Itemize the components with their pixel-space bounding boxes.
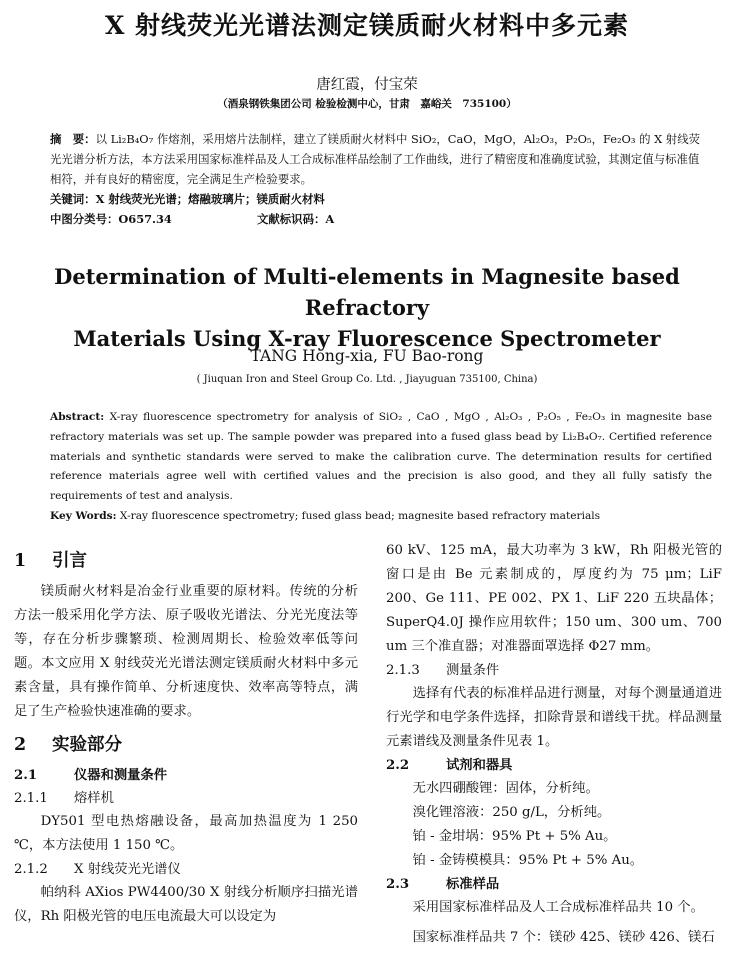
english-title-line2: Materials Using X-ray Fluorescence Spectrometer — [73, 326, 661, 351]
reagent-item: 溴化锂溶液：250 g/L，分析纯。 — [412, 805, 611, 820]
section-1-text: 镁质耐火材料是冶金行业重要的原材料。传统的分析方法一般采用化学方法、原子吸收光谱法、分光光度法等等，存在分析步骤繁琐、检测周期长、检验效率低等问题。本文应用 X 射线荧光光谱法测定镁质耐火材料中多元素含量，具有操作简单、分析速度快、效率高等特点，满足了生产检验快速准确的要求。 — [14, 584, 358, 719]
chinese-abstract-label: 摘 要： — [50, 132, 96, 146]
section-2-1-3-heading — [386, 659, 722, 682]
english-abstract-block — [50, 408, 712, 527]
continued-text: 60 kV、125 mA，最大功率为 3 kW，Rh 阳极光管的窗口是由 Be 元素制成的，厚度约为 75 μm；LiF 200、Ge 111、PE 002、PX 1、LiF 220 五块晶体；SuperQ4.0J 操作应用软件；150 um、300 um、700 um 三个准直器；对准器面罩选择 Φ27 mm。 — [386, 543, 722, 654]
section-number: 2 — [14, 735, 27, 755]
section-1-heading — [14, 546, 358, 576]
chinese-title: X 射线荧光光谱法测定镁质耐火材料中多元素 — [104, 11, 630, 40]
section-number: 2.1.2 — [14, 862, 48, 877]
document-code: 文献标识码：A — [257, 212, 335, 226]
reagent-item: 无水四硼酸锂：固体，分析纯。 — [412, 781, 599, 796]
section-number: 2.3 — [386, 877, 410, 892]
reagent-item: 铂 - 金坩埚：95% Pt + 5% Au。 — [412, 829, 617, 844]
classification-row — [50, 209, 710, 229]
english-abstract-text: X-ray fluorescence spectrometry for analysis of SiO₂ , CaO , MgO , Al₂O₃ , P₂O₅ , Fe₂O₃ in magnesite base refractory materials was set up. The sample powder was prepared into a fused glass bead by Li₂B₄O₇. Certified reference materials and synthetic standards were served to make the calibration curve. The determination results for certified reference materials agree well with certified values and the precision is also good, and they all fully satisfy the requirements of test and analysis. — [50, 411, 712, 503]
section-2-3-heading — [386, 873, 722, 896]
section-2-2-heading — [386, 754, 722, 777]
section-number: 2.2 — [386, 758, 410, 773]
chinese-authors: 唐红霞，付宝荣 — [316, 77, 418, 93]
section-number: 2.1.3 — [386, 663, 420, 678]
english-abstract — [50, 408, 712, 507]
reagent-item: 铂 - 金铸模模具：95% Pt + 5% Au。 — [412, 853, 644, 868]
chinese-affiliation: （酒泉钢铁集团公司 检验检测中心，甘肃 嘉峪关 735100） — [217, 98, 517, 110]
chinese-abstract-block — [50, 129, 710, 229]
english-affiliation: ( Jiuquan Iron and Steel Group Co. Ltd. , Jiayuguan 735100, China) — [196, 374, 538, 385]
section-title: 熔样机 — [74, 791, 114, 806]
section-number: 1 — [14, 551, 27, 571]
left-column — [14, 540, 358, 929]
english-abstract-label: Abstract: — [50, 411, 105, 423]
chinese-keywords: 关键词：X 射线荧光光谱；熔融玻璃片；镁质耐火材料 — [50, 192, 325, 206]
section-title: 标准样品 — [446, 877, 500, 892]
section-2-3-text: 国家标准样品共 7 个：镁砂 425、镁砂 426、镁石 — [412, 930, 715, 945]
section-2-1-2-text: 帕纳科 AXios PW4400/30 X 射线分析顺序扫描光谱仪，Rh 阳极光管的电压电流最大可以设定为 — [14, 885, 358, 924]
english-keywords — [50, 507, 712, 527]
section-title: 实验部分 — [52, 735, 122, 755]
chinese-abstract — [50, 129, 710, 189]
section-title: 测量条件 — [446, 663, 500, 678]
right-column — [386, 539, 722, 950]
section-title: 引言 — [52, 551, 87, 571]
section-2-1-1-heading — [14, 787, 358, 810]
english-title-line1: Determination of Multi-elements in Magnesite based Refractory — [54, 264, 680, 320]
section-2-1-1-text: DY501 型电热熔融设备，最高加热温度为 1 250 ℃，本方法使用 1 150 ℃。 — [14, 814, 358, 853]
section-number: 2.1 — [14, 768, 38, 783]
english-title — [0, 261, 734, 354]
section-2-1-3-text: 选择有代表的标准样品进行测量，对每个测量通道进行光学和电学条件选择，扣除背景和谱线干扰。样品测量元素谱线及测量条件见表 1。 — [386, 686, 722, 749]
section-2-1-heading — [14, 764, 358, 787]
section-number: 2.1.1 — [14, 791, 48, 806]
section-2-1-2-heading — [14, 858, 358, 881]
english-keywords-label: Key Words: — [50, 509, 117, 522]
english-keywords-text: X-ray fluorescence spectrometry; fused glass bead; magnesite based refractory materials — [116, 509, 601, 522]
chinese-abstract-text: 以 Li₂B₄O₇ 作熔剂，采用熔片法制样，建立了镁质耐火材料中 SiO₂，CaO，MgO，Al₂O₃，P₂O₅，Fe₂O₃ 的 X 射线荧光光谱分析方法，本方法采用国家标准样品及人工合成标准样品绘制了工作曲线，进行了精密度和准确度试验，其测定值与标准值相符，并有良好的精密度，完全满足生产检验要求。 — [50, 132, 700, 186]
section-2-heading — [14, 730, 358, 760]
clc-number: 中图分类号：O657.34 — [50, 212, 172, 226]
section-2-3-text: 采用国家标准样品及人工合成标准样品共 10 个。 — [412, 900, 704, 915]
english-authors: TANG Hong-xia, FU Bao-rong — [250, 347, 484, 365]
section-title: 试剂和器具 — [446, 758, 513, 773]
section-title: 仪器和测量条件 — [74, 768, 168, 783]
section-title: X 射线荧光光谱仪 — [74, 862, 181, 877]
